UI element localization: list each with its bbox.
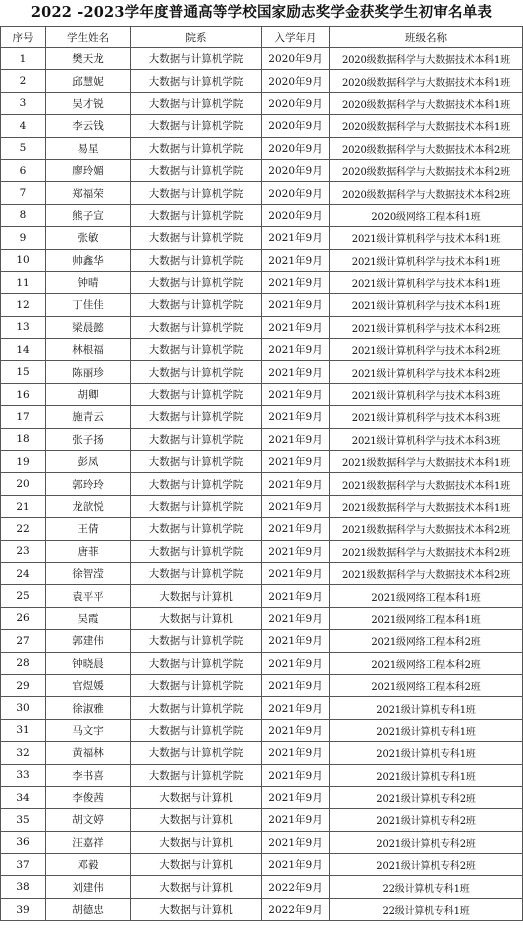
cell-enrollment-date: 2021年9月 [262, 294, 330, 316]
cell-class-name: 2021级计算机专科2班 [330, 786, 523, 808]
header-index: 序号 [1, 27, 46, 48]
cell-department: 大数据与计算机学院 [131, 70, 262, 92]
cell-index: 6 [1, 159, 46, 181]
cell-index: 15 [1, 361, 46, 383]
cell-enrollment-date: 2021年9月 [262, 316, 330, 338]
cell-enrollment-date: 2021年9月 [262, 495, 330, 517]
cell-class-name: 2021级数据科学与大数据技术本科1班 [330, 495, 523, 517]
cell-student-name: 张子扬 [46, 428, 131, 450]
cell-department: 大数据与计算机学院 [131, 271, 262, 293]
cell-student-name: 张敏 [46, 227, 131, 249]
table-row [1, 719, 523, 741]
cell-class-name: 2021级计算机科学与技术本科2班 [330, 316, 523, 338]
cell-class-name: 2021级计算机科学与技术本科1班 [330, 249, 523, 271]
cell-index: 3 [1, 92, 46, 114]
cell-student-name: 郑福荣 [46, 182, 131, 204]
cell-index: 7 [1, 182, 46, 204]
cell-enrollment-date: 2021年9月 [262, 854, 330, 876]
cell-department: 大数据与计算机学院 [131, 562, 262, 584]
cell-student-name: 唐菲 [46, 540, 131, 562]
cell-index: 26 [1, 607, 46, 629]
table-row [1, 48, 523, 70]
cell-department: 大数据与计算机学院 [131, 383, 262, 405]
cell-index: 34 [1, 786, 46, 808]
table-row [1, 316, 523, 338]
table-row [1, 540, 523, 562]
cell-index: 16 [1, 383, 46, 405]
cell-student-name: 郭玲玲 [46, 473, 131, 495]
cell-department: 大数据与计算机学院 [131, 316, 262, 338]
table-row [1, 182, 523, 204]
cell-department: 大数据与计算机学院 [131, 182, 262, 204]
table-row [1, 294, 523, 316]
cell-index: 2 [1, 70, 46, 92]
cell-enrollment-date: 2020年9月 [262, 48, 330, 70]
cell-student-name: 胡文婷 [46, 809, 131, 831]
cell-class-name: 2021级数据科学与大数据技术本科2班 [330, 518, 523, 540]
cell-class-name: 2021级计算机专科1班 [330, 764, 523, 786]
cell-enrollment-date: 2021年9月 [262, 809, 330, 831]
cell-department: 大数据与计算机学院 [131, 697, 262, 719]
table-row [1, 876, 523, 898]
cell-student-name: 钟晓晨 [46, 652, 131, 674]
cell-department: 大数据与计算机学院 [131, 719, 262, 741]
cell-index: 12 [1, 294, 46, 316]
cell-class-name: 2021级计算机专科1班 [330, 697, 523, 719]
cell-index: 10 [1, 249, 46, 271]
cell-class-name: 2020级数据科学与大数据技术本科1班 [330, 92, 523, 114]
cell-department: 大数据与计算机学院 [131, 294, 262, 316]
cell-enrollment-date: 2021年9月 [262, 473, 330, 495]
cell-index: 5 [1, 137, 46, 159]
cell-department: 大数据与计算机学院 [131, 92, 262, 114]
cell-class-name: 2021级计算机科学与技术本科3班 [330, 383, 523, 405]
cell-student-name: 黄福林 [46, 742, 131, 764]
table-row [1, 764, 523, 786]
cell-department: 大数据与计算机 [131, 809, 262, 831]
cell-student-name: 熊子宣 [46, 204, 131, 226]
cell-department: 大数据与计算机学院 [131, 48, 262, 70]
table-row [1, 406, 523, 428]
table-row [1, 339, 523, 361]
cell-enrollment-date: 2020年9月 [262, 137, 330, 159]
header-class-name: 班级名称 [330, 27, 523, 48]
cell-student-name: 帅鑫华 [46, 249, 131, 271]
cell-student-name: 汪嘉祥 [46, 831, 131, 853]
cell-department: 大数据与计算机学院 [131, 339, 262, 361]
cell-enrollment-date: 2021年9月 [262, 831, 330, 853]
table-row [1, 495, 523, 517]
cell-student-name: 李俊茜 [46, 786, 131, 808]
cell-student-name: 廖玲媚 [46, 159, 131, 181]
cell-student-name: 邓毅 [46, 854, 131, 876]
cell-index: 18 [1, 428, 46, 450]
cell-department: 大数据与计算机 [131, 786, 262, 808]
cell-department: 大数据与计算机学院 [131, 115, 262, 137]
cell-student-name: 刘建伟 [46, 876, 131, 898]
cell-enrollment-date: 2021年9月 [262, 742, 330, 764]
cell-student-name: 陈丽珍 [46, 361, 131, 383]
cell-department: 大数据与计算机学院 [131, 652, 262, 674]
cell-department: 大数据与计算机学院 [131, 159, 262, 181]
table-row [1, 831, 523, 853]
cell-student-name: 吴霞 [46, 607, 131, 629]
cell-student-name: 胡德忠 [46, 898, 131, 920]
cell-enrollment-date: 2020年9月 [262, 70, 330, 92]
cell-index: 17 [1, 406, 46, 428]
cell-class-name: 2021级计算机科学与技术本科1班 [330, 271, 523, 293]
cell-student-name: 邱慧妮 [46, 70, 131, 92]
cell-enrollment-date: 2021年9月 [262, 562, 330, 584]
cell-student-name: 梁晨懿 [46, 316, 131, 338]
cell-index: 21 [1, 495, 46, 517]
cell-enrollment-date: 2021年9月 [262, 271, 330, 293]
header-enrollment-date: 入学年月 [262, 27, 330, 48]
cell-enrollment-date: 2020年9月 [262, 182, 330, 204]
cell-department: 大数据与计算机 [131, 585, 262, 607]
cell-class-name: 2021级计算机专科1班 [330, 719, 523, 741]
table-row [1, 428, 523, 450]
table-row [1, 271, 523, 293]
cell-enrollment-date: 2022年9月 [262, 898, 330, 920]
cell-department: 大数据与计算机 [131, 854, 262, 876]
cell-class-name: 2021级计算机科学与技术本科3班 [330, 406, 523, 428]
cell-department: 大数据与计算机学院 [131, 473, 262, 495]
cell-enrollment-date: 2021年9月 [262, 719, 330, 741]
cell-class-name: 2021级计算机科学与技术本科3班 [330, 428, 523, 450]
cell-index: 11 [1, 271, 46, 293]
cell-department: 大数据与计算机学院 [131, 406, 262, 428]
cell-enrollment-date: 2021年9月 [262, 383, 330, 405]
cell-student-name: 郭建伟 [46, 630, 131, 652]
table-row [1, 115, 523, 137]
cell-student-name: 彭凤 [46, 451, 131, 473]
cell-class-name: 2021级数据科学与大数据技术本科2班 [330, 562, 523, 584]
header-student-name: 学生姓名 [46, 27, 131, 48]
cell-class-name: 2020级数据科学与大数据技术本科1班 [330, 115, 523, 137]
table-row [1, 227, 523, 249]
cell-index: 1 [1, 48, 46, 70]
awardee-table [0, 26, 523, 921]
cell-class-name: 2021级计算机科学与技术本科1班 [330, 227, 523, 249]
table-row [1, 361, 523, 383]
cell-class-name: 2021级计算机科学与技术本科2班 [330, 361, 523, 383]
cell-index: 32 [1, 742, 46, 764]
cell-class-name: 2020级数据科学与大数据技术本科2班 [330, 182, 523, 204]
cell-student-name: 易星 [46, 137, 131, 159]
cell-class-name: 2020级数据科学与大数据技术本科2班 [330, 159, 523, 181]
table-header [1, 27, 523, 48]
cell-enrollment-date: 2021年9月 [262, 406, 330, 428]
cell-department: 大数据与计算机学院 [131, 495, 262, 517]
cell-student-name: 马文宇 [46, 719, 131, 741]
cell-index: 30 [1, 697, 46, 719]
cell-index: 25 [1, 585, 46, 607]
table-row [1, 809, 523, 831]
cell-index: 22 [1, 518, 46, 540]
cell-enrollment-date: 2021年9月 [262, 339, 330, 361]
cell-enrollment-date: 2020年9月 [262, 159, 330, 181]
cell-enrollment-date: 2021年9月 [262, 361, 330, 383]
cell-enrollment-date: 2021年9月 [262, 630, 330, 652]
cell-enrollment-date: 2021年9月 [262, 764, 330, 786]
cell-index: 27 [1, 630, 46, 652]
cell-index: 35 [1, 809, 46, 831]
cell-department: 大数据与计算机 [131, 876, 262, 898]
cell-enrollment-date: 2021年9月 [262, 786, 330, 808]
cell-enrollment-date: 2021年9月 [262, 585, 330, 607]
cell-index: 13 [1, 316, 46, 338]
table-row [1, 92, 523, 114]
cell-department: 大数据与计算机 [131, 607, 262, 629]
cell-class-name: 22级计算机专科1班 [330, 898, 523, 920]
cell-enrollment-date: 2022年9月 [262, 876, 330, 898]
cell-class-name: 2021级计算机科学与技术本科1班 [330, 294, 523, 316]
cell-enrollment-date: 2021年9月 [262, 607, 330, 629]
table-row [1, 607, 523, 629]
cell-index: 9 [1, 227, 46, 249]
cell-index: 38 [1, 876, 46, 898]
cell-index: 29 [1, 674, 46, 696]
table-row [1, 249, 523, 271]
table-row [1, 652, 523, 674]
table-row [1, 898, 523, 920]
cell-enrollment-date: 2020年9月 [262, 115, 330, 137]
cell-enrollment-date: 2021年9月 [262, 674, 330, 696]
cell-enrollment-date: 2021年9月 [262, 652, 330, 674]
cell-class-name: 2021级网络工程本科2班 [330, 630, 523, 652]
cell-student-name: 徐淑雅 [46, 697, 131, 719]
cell-student-name: 李云钱 [46, 115, 131, 137]
cell-department: 大数据与计算机学院 [131, 451, 262, 473]
cell-enrollment-date: 2020年9月 [262, 92, 330, 114]
cell-department: 大数据与计算机学院 [131, 137, 262, 159]
cell-class-name: 2021级数据科学与大数据技术本科2班 [330, 540, 523, 562]
cell-student-name: 官煜媛 [46, 674, 131, 696]
cell-index: 31 [1, 719, 46, 741]
cell-class-name: 2021级计算机专科1班 [330, 742, 523, 764]
cell-index: 33 [1, 764, 46, 786]
cell-department: 大数据与计算机 [131, 898, 262, 920]
cell-student-name: 李书喜 [46, 764, 131, 786]
cell-class-name: 2020级数据科学与大数据技术本科1班 [330, 48, 523, 70]
cell-department: 大数据与计算机学院 [131, 742, 262, 764]
cell-student-name: 施青云 [46, 406, 131, 428]
cell-enrollment-date: 2021年9月 [262, 249, 330, 271]
cell-class-name: 2021级网络工程本科2班 [330, 652, 523, 674]
cell-class-name: 2020级数据科学与大数据技术本科2班 [330, 137, 523, 159]
table-row [1, 70, 523, 92]
cell-enrollment-date: 2021年9月 [262, 540, 330, 562]
cell-department: 大数据与计算机 [131, 831, 262, 853]
cell-department: 大数据与计算机学院 [131, 428, 262, 450]
cell-class-name: 2021级计算机专科2班 [330, 831, 523, 853]
table-row [1, 697, 523, 719]
cell-department: 大数据与计算机学院 [131, 764, 262, 786]
cell-student-name: 樊天龙 [46, 48, 131, 70]
cell-class-name: 2021级网络工程本科2班 [330, 674, 523, 696]
cell-student-name: 龙歆悦 [46, 495, 131, 517]
table-row [1, 854, 523, 876]
cell-enrollment-date: 2021年9月 [262, 428, 330, 450]
cell-index: 24 [1, 562, 46, 584]
cell-index: 19 [1, 451, 46, 473]
cell-enrollment-date: 2021年9月 [262, 697, 330, 719]
table-row [1, 383, 523, 405]
cell-student-name: 袁平平 [46, 585, 131, 607]
cell-department: 大数据与计算机学院 [131, 630, 262, 652]
cell-student-name: 胡卿 [46, 383, 131, 405]
table-row [1, 518, 523, 540]
cell-student-name: 王倩 [46, 518, 131, 540]
cell-index: 20 [1, 473, 46, 495]
cell-class-name: 2020级网络工程本科1班 [330, 204, 523, 226]
cell-class-name: 2021级数据科学与大数据技术本科1班 [330, 473, 523, 495]
header-department: 院系 [131, 27, 262, 48]
cell-enrollment-date: 2021年9月 [262, 518, 330, 540]
cell-enrollment-date: 2021年9月 [262, 227, 330, 249]
table-row [1, 451, 523, 473]
table-row [1, 786, 523, 808]
table-row [1, 562, 523, 584]
table-row [1, 137, 523, 159]
table-row [1, 742, 523, 764]
cell-enrollment-date: 2020年9月 [262, 204, 330, 226]
table-row [1, 473, 523, 495]
cell-index: 36 [1, 831, 46, 853]
document-title: 2022 -2023学年度普通高等学校国家励志奖学金获奖学生初审名单表 [30, 4, 493, 21]
cell-student-name: 徐智滢 [46, 562, 131, 584]
table-row [1, 159, 523, 181]
cell-class-name: 2021级计算机专科2班 [330, 854, 523, 876]
cell-student-name: 钟晴 [46, 271, 131, 293]
cell-index: 37 [1, 854, 46, 876]
cell-department: 大数据与计算机学院 [131, 204, 262, 226]
cell-department: 大数据与计算机学院 [131, 540, 262, 562]
cell-department: 大数据与计算机学院 [131, 249, 262, 271]
cell-index: 14 [1, 339, 46, 361]
cell-class-name: 2021级计算机科学与技术本科2班 [330, 339, 523, 361]
cell-student-name: 丁佳佳 [46, 294, 131, 316]
table-row [1, 674, 523, 696]
table-row [1, 630, 523, 652]
table-body [1, 48, 523, 921]
cell-index: 23 [1, 540, 46, 562]
cell-index: 39 [1, 898, 46, 920]
cell-student-name: 吴才锐 [46, 92, 131, 114]
cell-class-name: 22级计算机专科1班 [330, 876, 523, 898]
cell-index: 4 [1, 115, 46, 137]
cell-class-name: 2020级数据科学与大数据技术本科1班 [330, 70, 523, 92]
table-row [1, 204, 523, 226]
cell-student-name: 林根福 [46, 339, 131, 361]
header-row [1, 27, 523, 48]
cell-class-name: 2021级数据科学与大数据技术本科1班 [330, 451, 523, 473]
cell-index: 28 [1, 652, 46, 674]
cell-class-name: 2021级网络工程本科1班 [330, 585, 523, 607]
cell-department: 大数据与计算机学院 [131, 518, 262, 540]
cell-department: 大数据与计算机学院 [131, 361, 262, 383]
cell-class-name: 2021级计算机专科2班 [330, 809, 523, 831]
cell-department: 大数据与计算机学院 [131, 227, 262, 249]
table-row [1, 585, 523, 607]
cell-department: 大数据与计算机学院 [131, 674, 262, 696]
cell-class-name: 2021级网络工程本科1班 [330, 607, 523, 629]
cell-index: 8 [1, 204, 46, 226]
cell-enrollment-date: 2021年9月 [262, 451, 330, 473]
